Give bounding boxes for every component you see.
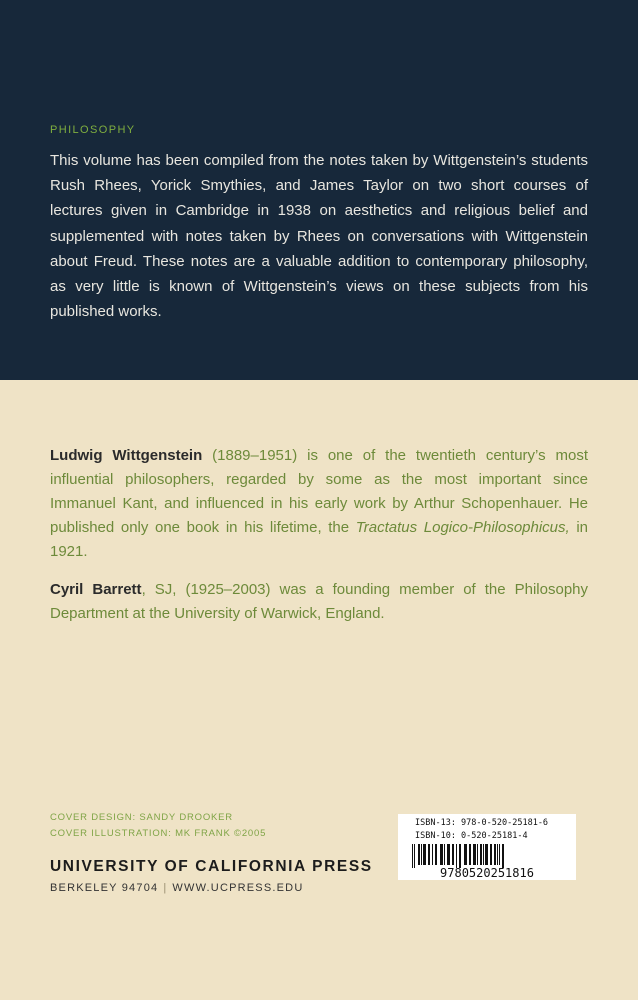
- barcode-bar: [480, 844, 482, 865]
- barcode-digits: 9780520251816: [440, 866, 534, 878]
- book-title: Tractatus Logico-Philosophicus,: [355, 519, 570, 536]
- barcode-bar: [435, 844, 437, 865]
- barcode-bar: [483, 844, 484, 865]
- address-separator: |: [163, 882, 168, 894]
- barcode-bar: [456, 844, 457, 868]
- barcode-bar: [452, 844, 454, 865]
- barcode-bar: [459, 844, 461, 868]
- isbn-13: ISBN-13: 978-0-520-25181-6: [415, 818, 549, 828]
- book-description: This volume has been compiled from the notes taken by Wittgenstein’s students Rush Rhees, Yorick Smythies, and James Taylor on two short courses of lectures given in Cambridge in 1938 on aesthetics and religious belief and supplemented with notes taken by Rhees on conversations with Wittgenstein about Freud. These notes are a valuable addition to contemporary philosophy, as very little is known of Wittgenstein’s views on these subjects from his published works.: [50, 152, 588, 321]
- publisher-city: BERKELEY 94704: [50, 882, 159, 894]
- author-bio-text-end: in 1921.: [50, 519, 589, 560]
- barcode-bar: [497, 844, 498, 865]
- barcode-bar: [469, 844, 471, 865]
- cover-illustration-credit: COVER ILLUSTRATION: MK FRANK ©2005: [50, 828, 267, 839]
- barcode-bar: [485, 844, 488, 865]
- editor-bio-text: , SJ, (1925–2003) was a founding member of the Philosophy Department at the University of Warwick, England.: [50, 581, 588, 622]
- barcode-bar: [502, 844, 504, 868]
- barcode-bar: [464, 844, 467, 865]
- barcode-image: [400, 844, 574, 878]
- barcode-bar: [473, 844, 476, 865]
- author-name: Ludwig Wittgenstein: [50, 447, 203, 464]
- barcode-bar: [423, 844, 426, 865]
- barcode-bar: [418, 844, 420, 865]
- barcode-bar: [421, 844, 422, 865]
- barcode-bar: [440, 844, 443, 865]
- barcode-bar: [490, 844, 492, 865]
- isbn-10: ISBN-10: 0-520-25181-4: [415, 831, 528, 841]
- author-bio-text: (1889–1951) is one of the twentieth century’s most influential philosophers, regarded by some as the most important since Immanuel Kant, and influenced in his early work by Arthur Schopenhauer. He published only one book in his lifetime, the: [50, 447, 588, 536]
- barcode-bar: [428, 844, 430, 865]
- publisher-website: WWW.UCPRESS.EDU: [172, 882, 304, 894]
- barcode-bar: [494, 844, 496, 865]
- barcode-bar: [444, 844, 445, 865]
- author-bio-barrett: [50, 578, 588, 626]
- barcode-bar: [477, 844, 478, 865]
- editor-name: Cyril Barrett: [50, 581, 142, 598]
- barcode-label: [398, 814, 576, 880]
- barcode-bar: [499, 844, 500, 865]
- publisher-address: [50, 882, 303, 894]
- barcode-bar: [432, 844, 433, 865]
- author-bio-wittgenstein: [50, 444, 588, 564]
- barcode-bar: [412, 844, 413, 868]
- cover-design-credit: COVER DESIGN: SANDY DROOKER: [50, 812, 233, 823]
- publisher-name: UNIVERSITY OF CALIFORNIA PRESS: [50, 858, 373, 875]
- barcode-bar: [414, 844, 415, 868]
- barcode-bar: [447, 844, 450, 865]
- category-label: PHILOSOPHY: [50, 124, 136, 136]
- barcode-bars: [412, 844, 504, 868]
